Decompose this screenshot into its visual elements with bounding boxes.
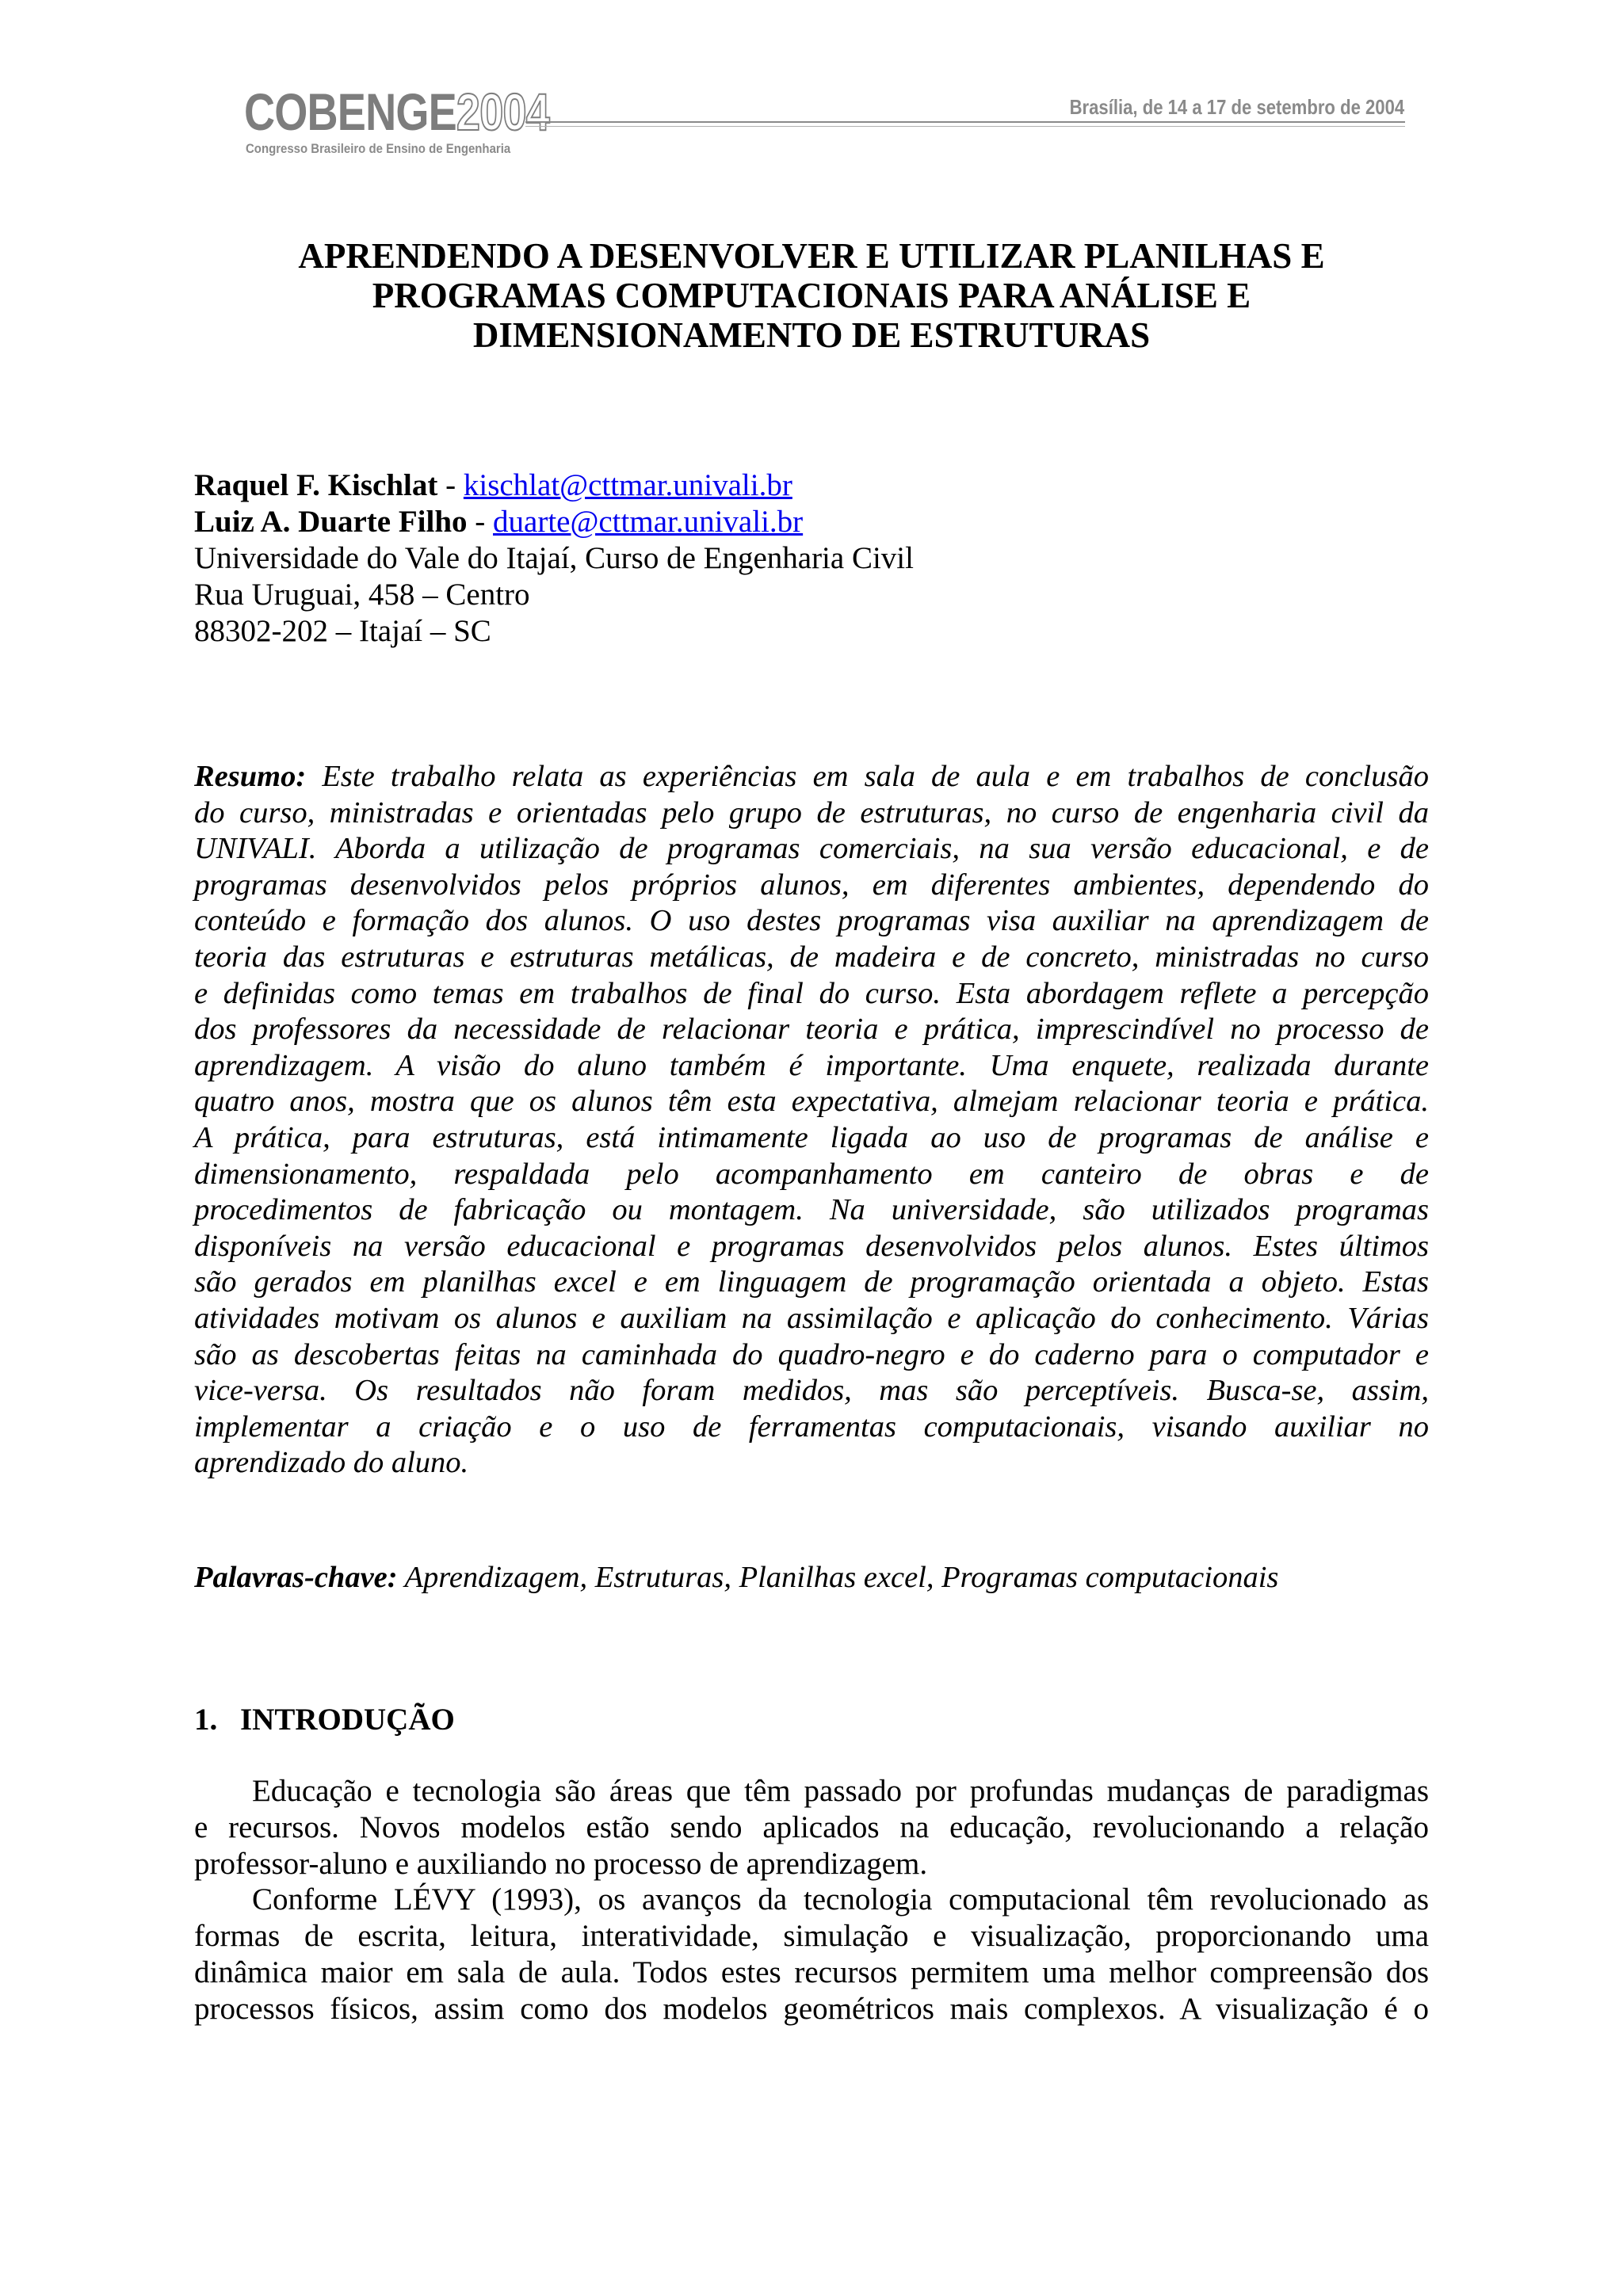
abstract-line: procedimentos de fabricação ou montagem. Na universidade, são utilizados programas — [194, 1193, 1429, 1227]
section-title: INTRODUÇÃO — [240, 1703, 455, 1737]
section-number: 1. — [194, 1703, 218, 1737]
page-header — [244, 82, 1404, 165]
body-line: formas de escrita, leitura, interatividade, simulação e visualização, proporcionando uma — [194, 1919, 1429, 1954]
header-rule-thin — [525, 126, 1405, 127]
abstract — [194, 759, 1429, 1482]
affiliation: Universidade do Vale do Itajaí, Curso de Engenharia Civil — [194, 541, 914, 575]
abstract-line: teoria das estruturas e estruturas metálicas, de madeira e de concreto, ministradas no curso — [194, 940, 1429, 974]
body-text — [194, 1773, 1429, 2027]
abstract-line: aprendizado do aluno. — [194, 1446, 469, 1480]
abstract-line: conteúdo e formação dos alunos. O uso destes programas visa auxiliar na aprendizagem de — [194, 904, 1429, 938]
address: Rua Uruguai, 458 – Centro — [194, 578, 530, 612]
body-line: professor-aluno e auxiliando no processo de aprendizagem. — [194, 1846, 928, 1881]
author-2-name: Luiz A. Duarte Filho — [194, 505, 468, 539]
abstract-line: dimensionamento, respaldada pelo acompanhamento em canteiro de obras e de — [194, 1157, 1429, 1191]
body-line: dinâmica maior em sala de aula. Todos estes recursos permitem uma melhor compreensão dos — [194, 1955, 1429, 1989]
author-2 — [194, 504, 914, 540]
author-block — [194, 467, 914, 650]
header-rule — [525, 121, 1405, 123]
logo-text: COBENGE — [244, 82, 456, 141]
logo-year: 2004 — [456, 82, 550, 141]
body-line: Conforme LÉVY (1993), os avanços da tecnologia computacional têm revolucionado as — [252, 1882, 1429, 1917]
author-1 — [194, 467, 914, 504]
abstract-line: A prática, para estruturas, está intimamente ligada ao uso de programas de análise e — [194, 1120, 1429, 1154]
abstract-line: UNIVALI. Aborda a utilização de programas comerciais, na sua versão educacional, e de — [194, 832, 1429, 866]
abstract-label: Resumo: — [194, 760, 307, 793]
header-date: Brasília, de 14 a 17 de setembro de 2004 — [1069, 95, 1404, 119]
paper-title — [195, 236, 1428, 355]
abstract-line: disponíveis na versão educacional e programas desenvolvidos pelos alunos. Estes últimos — [194, 1229, 1429, 1263]
abstract-line: aprendizagem. A visão do aluno também é importante. Uma enquete, realizada durante — [194, 1048, 1429, 1082]
abstract-line: atividades motivam os alunos e auxiliam na assimilação e aplicação do conhecimento. Várias — [194, 1301, 1429, 1335]
author-1-email-link[interactable]: kischlat@cttmar.univali.br — [463, 468, 792, 502]
abstract-line: programas desenvolvidos pelos próprios alunos, em diferentes ambientes, dependendo do — [194, 868, 1429, 902]
abstract-line: implementar a criação e o uso de ferramentas computacionais, visando auxiliar no — [194, 1409, 1429, 1444]
abstract-line: e definidas como temas em trabalhos de final do curso. Esta abordagem reflete a percepção — [194, 976, 1429, 1010]
city: 88302-202 – Itajaí – SC — [194, 614, 491, 648]
author-1-name: Raquel F. Kischlat — [194, 468, 438, 502]
abstract-line: Resumo: Este trabalho relata as experiências em sala de aula e em trabalhos de conclusão — [194, 760, 1429, 793]
title-line: DIMENSIONAMENTO DE ESTRUTURAS — [472, 315, 1151, 355]
title-line: APRENDENDO A DESENVOLVER E UTILIZAR PLANILHAS E — [298, 236, 1325, 276]
author-separator: - — [437, 468, 464, 502]
abstract-line: vice-versa. Os resultados não foram medidos, mas são perceptíveis. Busca-se, assim, — [194, 1374, 1429, 1408]
abstract-line: do curso, ministradas e orientadas pelo grupo de estruturas, no curso de engenharia civil da — [194, 795, 1429, 830]
cobenge-logo — [244, 82, 617, 156]
abstract-line: são as descobertas feitas na caminhada do quadro-negro e do caderno para o computador e — [194, 1337, 1429, 1371]
section-heading — [194, 1702, 455, 1737]
body-line: e recursos. Novos modelos estão sendo aplicados na educação, revolucionando a relação — [194, 1810, 1429, 1844]
author-2-email-link[interactable]: duarte@cttmar.univali.br — [493, 505, 804, 539]
abstract-line: dos professores da necessidade de relacionar teoria e prática, imprescindível no processo de — [194, 1013, 1429, 1047]
keywords-text: Aprendizagem, Estruturas, Planilhas excel, Programas computacionais — [397, 1561, 1279, 1594]
title-line: PROGRAMAS COMPUTACIONAIS PARA ANÁLISE E — [372, 276, 1251, 315]
abstract-line: quatro anos, mostra que os alunos têm esta expectativa, almejam relacionar teoria e prática. — [194, 1085, 1429, 1119]
keywords-label: Palavras-chave: — [194, 1561, 398, 1594]
body-line: processos físicos, assim como dos modelos geométricos mais complexos. A visualização é o — [194, 1991, 1429, 2026]
body-line: Educação e tecnologia são áreas que têm passado por profundas mudanças de paradigmas — [252, 1774, 1429, 1808]
abstract-line: são gerados em planilhas excel e em linguagem de programação orientada a objeto. Estas — [194, 1265, 1429, 1299]
keywords — [194, 1559, 1278, 1596]
author-separator: - — [467, 505, 494, 539]
logo-subtitle: Congresso Brasileiro de Ensino de Engenharia — [246, 141, 511, 156]
